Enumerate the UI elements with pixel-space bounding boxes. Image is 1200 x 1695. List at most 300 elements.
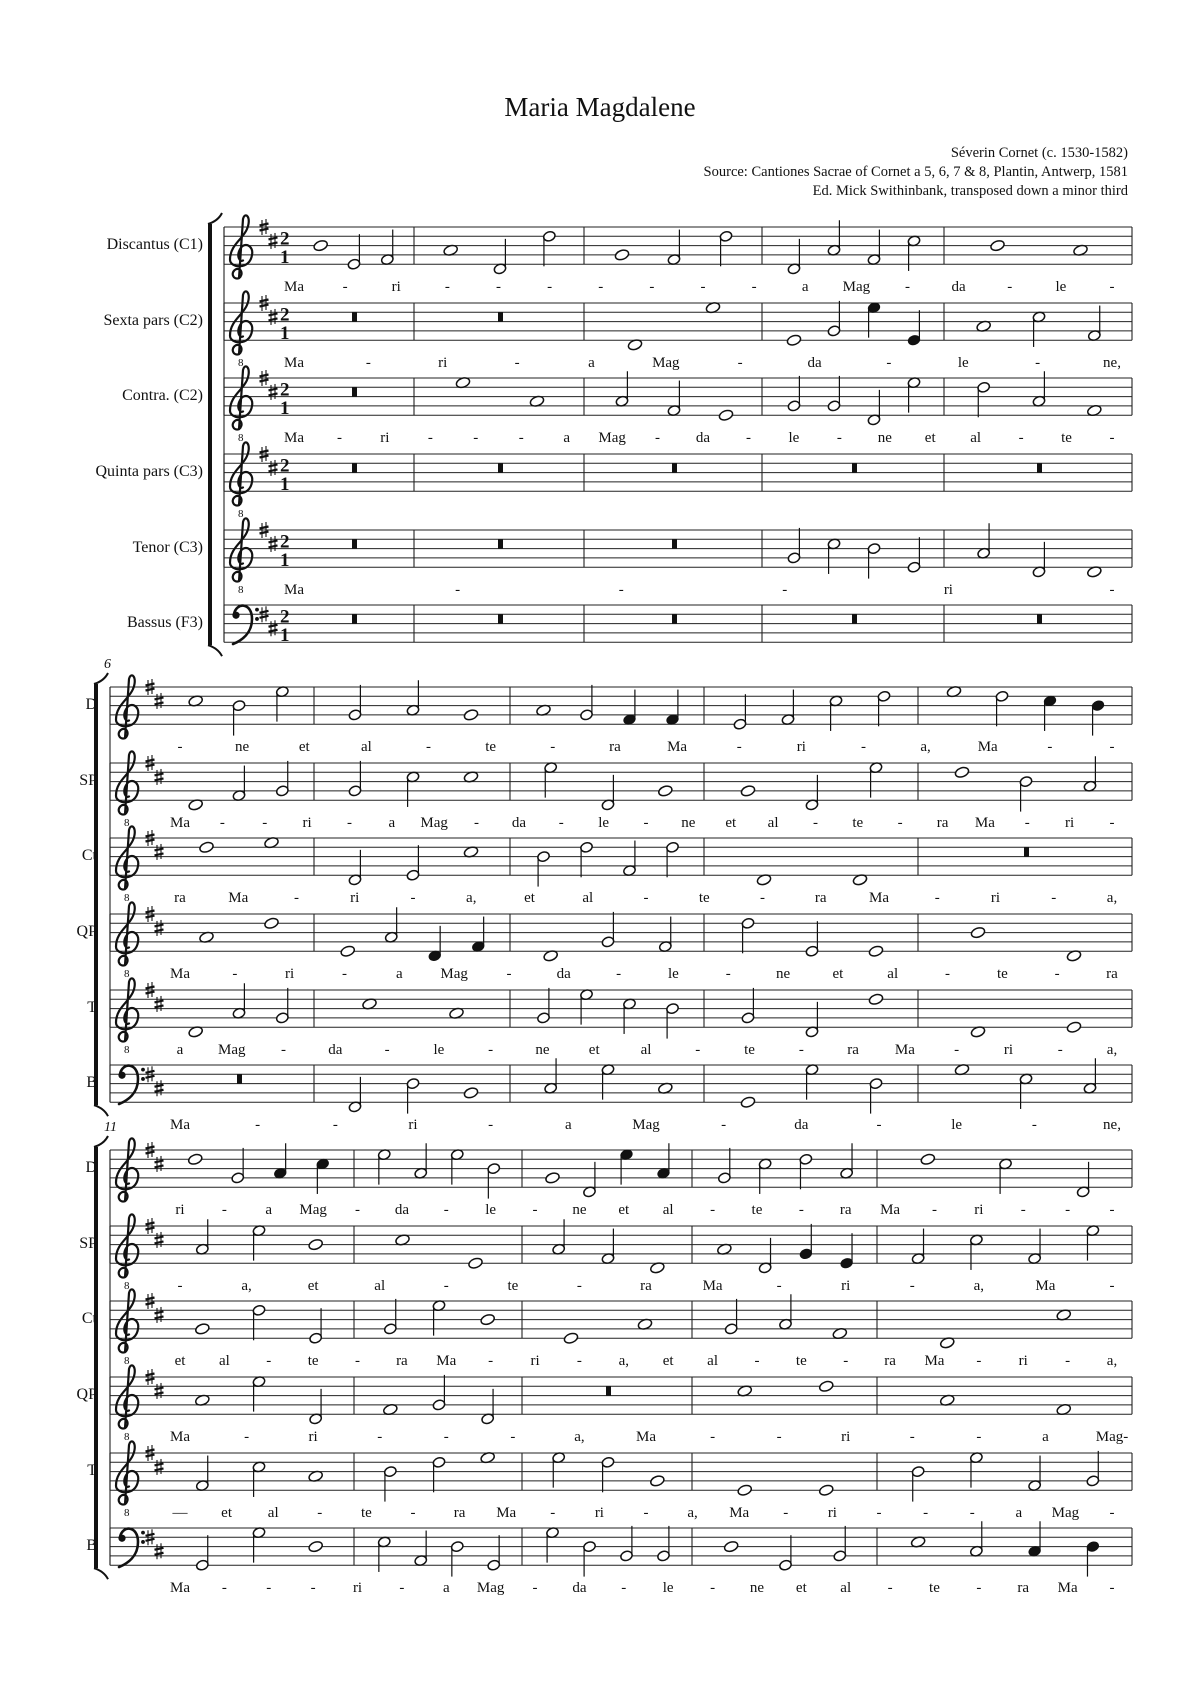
part-label: T — [87, 998, 97, 1016]
lyric-syllable: - — [410, 1505, 416, 1522]
lyric-syllable: a — [1015, 1505, 1023, 1522]
lyric-syllable: - — [262, 815, 268, 832]
lyric-syllable: - — [923, 1505, 929, 1522]
lyric-syllable: - — [510, 1429, 516, 1446]
lyric-syllable: et — [588, 1042, 600, 1059]
lyric-syllable: - — [725, 966, 731, 983]
lyric-syllable: - — [643, 815, 649, 832]
lyric-syllable: Ma — [170, 1117, 190, 1134]
lyric-syllable: - — [618, 582, 624, 599]
lyric-syllable: Ma — [924, 1353, 945, 1370]
lyric-syllable: - — [532, 1580, 538, 1597]
lyric-syllable: da — [807, 355, 822, 372]
svg-text:8: 8 — [238, 432, 244, 445]
lyric-syllable: et — [662, 1353, 674, 1370]
lyric-syllable: - — [812, 815, 818, 832]
lyric-syllable: da — [572, 1580, 587, 1597]
lyric-syllable: - — [976, 1353, 982, 1370]
lyric-syllable: te — [929, 1580, 940, 1597]
lyric-syllable: ra — [1017, 1580, 1030, 1597]
lyric-syllable: Ma — [880, 1202, 901, 1219]
svg-text:1: 1 — [280, 398, 290, 420]
lyric-syllable: et — [795, 1580, 807, 1597]
lyric-syllable: - — [244, 1429, 250, 1446]
lyric-syllable: Ma — [284, 430, 304, 447]
lyric-syllable: - — [897, 815, 903, 832]
svg-text:1: 1 — [280, 323, 290, 345]
lyric-syllable: - — [443, 1278, 449, 1295]
lyric-syllable: a — [588, 355, 595, 372]
part-label: QP — [76, 922, 97, 940]
part-label: B — [86, 1536, 97, 1554]
svg-text:1: 1 — [280, 247, 290, 269]
lyric-syllable: ri — [302, 815, 312, 832]
lyric-syllable: et — [524, 890, 535, 907]
part-label: D — [85, 695, 97, 713]
lyric-syllable: le — [662, 1580, 674, 1597]
lyric-syllable: Mag — [440, 966, 468, 983]
lyric-syllable: - — [221, 1202, 227, 1219]
part-label: SP — [79, 1234, 97, 1252]
svg-text:8: 8 — [238, 357, 244, 370]
part-label: SP — [79, 771, 97, 789]
lyric-syllable: - — [1109, 430, 1115, 447]
lyric-syllable: a — [801, 279, 809, 296]
lyric-syllable: ne — [235, 739, 250, 756]
lyric-syllable: ri — [352, 1580, 363, 1597]
lyric-syllable: - — [365, 355, 371, 372]
part-label: Tenor (C3) — [132, 538, 203, 556]
lyric-syllable: a, — [1106, 1353, 1118, 1370]
lyric-syllable: ri — [594, 1505, 604, 1522]
part-label: QP — [76, 1385, 97, 1403]
lyric-syllable: te — [744, 1042, 755, 1059]
lyric-syllable: - — [384, 1042, 390, 1059]
lyric-syllable: - — [643, 890, 649, 907]
lyric-syllable: ri — [350, 890, 360, 907]
lyric-syllable: - — [550, 739, 556, 756]
svg-text:2: 2 — [280, 228, 290, 250]
lyric-syllable: ne — [775, 966, 791, 983]
lyric-syllable: - — [317, 1505, 323, 1522]
part-label: D — [85, 1158, 97, 1176]
lyric-syllable: le — [485, 1202, 497, 1219]
lyric-syllable: Ma — [702, 1278, 723, 1295]
lyric-syllable: ne, — [1103, 355, 1121, 372]
lyric-syllable: ri — [841, 1278, 851, 1295]
lyric-syllable: te — [996, 966, 1008, 983]
staff-d — [110, 675, 1132, 755]
lyric-syllable: le — [598, 815, 610, 832]
svg-text:8: 8 — [124, 817, 130, 830]
staff-t — [110, 978, 1132, 1058]
lyric-syllable: ri — [827, 1505, 837, 1522]
lyric-syllable: - — [1018, 430, 1024, 447]
svg-text:8: 8 — [124, 968, 130, 981]
lyric-syllable: a, — [1106, 890, 1118, 907]
lyric-syllable: - — [1109, 1580, 1115, 1597]
lyric-syllable: da — [511, 815, 526, 832]
lyric-syllable: - — [621, 1580, 627, 1597]
lyric-syllable: a, — [1106, 1042, 1118, 1059]
lyric-syllable: ri — [380, 430, 390, 447]
lyric-syllable: ne — [877, 430, 892, 447]
lyric-syllable: al — [662, 1202, 674, 1219]
lyric-syllable: - — [1109, 1505, 1115, 1522]
svg-text:2: 2 — [280, 455, 290, 477]
lyric-syllable: Mag — [476, 1580, 505, 1597]
lyric-syllable: le — [957, 355, 969, 372]
lyric-syllable: - — [377, 1429, 383, 1446]
lyric-syllable: a — [564, 1117, 572, 1134]
lyric-syllable: a — [1042, 1429, 1049, 1446]
lyric-syllable: a — [395, 966, 403, 983]
lyric-syllable: al — [582, 890, 594, 907]
lyric-syllable: te — [751, 1202, 763, 1219]
svg-text:8: 8 — [124, 1431, 130, 1444]
lyric-syllable: Ma — [284, 582, 304, 599]
lyric-syllable: - — [643, 1505, 649, 1522]
lyric-syllable: - — [782, 582, 788, 599]
staff-t — [110, 1441, 1132, 1521]
lyric-syllable: - — [294, 890, 299, 907]
lyric-syllable: ri — [974, 1202, 984, 1219]
score-title: Maria Magdalene — [504, 92, 696, 122]
lyric-syllable: - — [843, 1353, 849, 1370]
lyric-syllable: - — [426, 739, 432, 756]
lyric-syllable: - — [496, 279, 501, 296]
lyric-syllable: te — [507, 1278, 519, 1295]
staff-qp — [110, 1365, 1132, 1445]
part-label: T — [87, 1461, 97, 1479]
part-label: Bassus (F3) — [126, 613, 203, 631]
lyric-syllable: - — [177, 1278, 183, 1295]
lyric-syllable: et — [725, 815, 737, 832]
staff-d — [110, 1138, 1132, 1218]
lyric-syllable: - — [444, 279, 450, 296]
lyric-syllable: - — [355, 1353, 361, 1370]
lyric-syllable: le — [951, 1117, 963, 1134]
lyric-syllable: - — [649, 279, 655, 296]
lyric-syllable: a, — [466, 890, 477, 907]
lyric-syllable: - — [976, 1580, 982, 1597]
lyric-syllable: - — [232, 966, 238, 983]
system-1 — [208, 213, 1132, 656]
lyric-syllable: - — [1024, 815, 1030, 832]
part-label: Quinta pars (C3) — [95, 462, 203, 480]
lyric-syllable: da — [328, 1042, 343, 1059]
lyric-syllable: Ma — [228, 890, 249, 907]
lyric-syllable: - — [266, 1353, 272, 1370]
lyric-syllable: - — [310, 1580, 316, 1597]
lyric-syllable: a, — [574, 1429, 585, 1446]
lyric-syllable: Mag — [842, 279, 871, 296]
lyric-syllable: - — [886, 355, 892, 372]
svg-text:8: 8 — [124, 1507, 130, 1520]
lyric-syllable: a — [388, 815, 396, 832]
lyric-syllable: - — [488, 1117, 494, 1134]
lyric-syllable: - — [1109, 279, 1115, 296]
lyric-syllable: - — [443, 1429, 449, 1446]
lyric-syllable: - — [473, 430, 479, 447]
lyric-syllable: — — [172, 1505, 188, 1522]
lyric-syllable: a — [442, 1580, 450, 1597]
lyric-syllable: - — [177, 739, 183, 756]
lyric-syllable: - — [399, 1580, 405, 1597]
lyric-syllable: ri — [391, 279, 401, 296]
lyric-syllable: - — [443, 1202, 449, 1219]
svg-text:8: 8 — [124, 1044, 130, 1057]
lyric-syllable: - — [221, 1580, 227, 1597]
lyric-syllable: te — [1061, 430, 1072, 447]
lyric-syllable: al — [267, 1505, 279, 1522]
lyric-syllable: - — [710, 1202, 716, 1219]
lyric-syllable: - — [976, 1429, 982, 1446]
lyric-syllable: ra — [640, 1278, 652, 1295]
lyric-syllable: Ma — [729, 1505, 750, 1522]
lyric-syllable: - — [355, 1202, 361, 1219]
lyric-syllable: ri — [530, 1353, 540, 1370]
lyric-syllable: Ma — [170, 1580, 190, 1597]
lyric-syllable: - — [488, 1353, 494, 1370]
lyric-syllable: Ma — [284, 355, 304, 372]
lyric-syllable: - — [695, 1042, 701, 1059]
lyric-syllable: Mag — [1051, 1505, 1080, 1522]
lyric-syllable: ne, — [1103, 1117, 1121, 1134]
svg-text:8: 8 — [124, 892, 130, 905]
lyric-syllable: et — [298, 739, 310, 756]
lyric-syllable: ri — [1003, 1042, 1014, 1059]
lyric-syllable: et — [174, 1353, 186, 1370]
lyric-syllable: - — [427, 430, 433, 447]
lyric-syllable: - — [860, 739, 866, 756]
lyric-syllable: al — [767, 815, 779, 832]
lyric-syllable: - — [266, 1580, 272, 1597]
lyric-syllable: Mag- — [1095, 1429, 1129, 1446]
lyric-syllable: - — [342, 279, 348, 296]
lyric-syllable: ne — [535, 1042, 550, 1059]
lyric-syllable: - — [798, 1202, 804, 1219]
lyric-syllable: a — [265, 1202, 273, 1219]
measure-number: 6 — [104, 657, 111, 672]
lyric-syllable: - — [721, 1117, 727, 1134]
lyric-syllable: ri — [796, 739, 806, 756]
lyric-syllable: - — [455, 582, 461, 599]
lyric-syllable: - — [336, 430, 342, 447]
lyric-syllable: ne — [681, 815, 696, 832]
lyric-syllable: ri — [408, 1117, 418, 1134]
svg-text:1: 1 — [280, 474, 290, 496]
lyric-syllable: ri — [841, 1429, 851, 1446]
staff-sp — [224, 291, 1132, 371]
lyric-syllable: al — [640, 1042, 652, 1059]
part-label: Contra. (C2) — [122, 386, 203, 404]
measure-number: 11 — [104, 1120, 117, 1135]
part-label: Sexta pars (C2) — [103, 311, 203, 329]
lyric-syllable: al — [887, 966, 899, 983]
staff-t — [224, 518, 1132, 598]
lyric-syllable: - — [598, 279, 604, 296]
lyric-syllable: - — [255, 1117, 261, 1134]
system-2 — [94, 673, 1132, 1133]
lyric-syllable: Ma — [284, 279, 304, 296]
lyric-syllable: - — [783, 1505, 789, 1522]
svg-text:8: 8 — [124, 1280, 130, 1293]
lyric-syllable: ne — [749, 1580, 765, 1597]
lyric-syllable: et — [832, 966, 844, 983]
lyric-syllable: - — [1109, 1202, 1115, 1219]
lyric-syllable: - — [1109, 739, 1115, 756]
lyric-syllable: - — [332, 1117, 338, 1134]
part-label: Discantus (C1) — [106, 235, 203, 253]
lyric-syllable: - — [1035, 355, 1041, 372]
lyric-syllable: ra — [839, 1202, 852, 1219]
svg-text:8: 8 — [124, 1355, 130, 1368]
lyric-syllable: al — [707, 1353, 718, 1370]
lyric-syllable: - — [1109, 1278, 1115, 1295]
lyric-syllable: Mag — [299, 1202, 327, 1219]
lyric-syllable: Ma — [1057, 1580, 1078, 1597]
staff-ct — [224, 366, 1132, 446]
lyric-syllable: ra — [884, 1353, 896, 1370]
lyric-syllable: Ma — [974, 815, 995, 832]
part-label: Ct — [81, 1309, 97, 1327]
svg-text:8: 8 — [238, 584, 244, 597]
lyric-syllable: ra — [847, 1042, 859, 1059]
lyric-syllable: - — [876, 1117, 882, 1134]
lyric-syllable: ri — [943, 582, 953, 599]
lyric-syllable: - — [745, 430, 751, 447]
lyric-syllable: Mag — [652, 355, 680, 372]
lyric-syllable: le — [1055, 279, 1067, 296]
lyric-syllable: ri — [285, 966, 295, 983]
lyric-syllable: ri — [175, 1202, 185, 1219]
svg-text:2: 2 — [280, 531, 290, 553]
svg-text:1: 1 — [280, 550, 290, 572]
svg-text:2: 2 — [280, 606, 290, 628]
lyric-syllable: - — [655, 430, 661, 447]
lyric-syllable: - — [737, 355, 743, 372]
lyric-syllable: Ma — [170, 815, 190, 832]
lyric-syllable: - — [751, 279, 757, 296]
lyric-syllable: - — [969, 1505, 975, 1522]
lyric-syllable: Ma — [636, 1429, 656, 1446]
lyric-syllable: - — [547, 279, 553, 296]
lyric-syllable: - — [1047, 739, 1053, 756]
lyric-syllable: ri — [1018, 1353, 1028, 1370]
lyric-syllable: - — [550, 1505, 556, 1522]
svg-text:8: 8 — [238, 508, 244, 521]
lyric-syllable: - — [1065, 1202, 1071, 1219]
lyric-syllable: - — [1065, 1353, 1071, 1370]
staff-b — [110, 1058, 1132, 1133]
lyric-syllable: te — [307, 1353, 319, 1370]
lyric-syllable: Ma — [977, 739, 998, 756]
lyric-syllable: te — [360, 1505, 372, 1522]
staff-sp — [110, 1214, 1132, 1294]
lyric-syllable: da — [394, 1202, 409, 1219]
staff-b — [110, 1521, 1132, 1596]
lyric-syllable: - — [576, 1353, 582, 1370]
lyric-syllable: ri — [308, 1429, 318, 1446]
lyric-syllable: - — [616, 966, 622, 983]
lyric-syllable: - — [1020, 1202, 1026, 1219]
lyric-syllable: - — [945, 966, 951, 983]
lyric-syllable: et — [618, 1202, 630, 1219]
lyric-syllable: - — [506, 966, 512, 983]
staff-ct — [110, 1289, 1132, 1369]
lyric-syllable: - — [836, 430, 842, 447]
lyric-syllable: et — [221, 1505, 233, 1522]
source-credit: Source: Cantiones Sacrae of Cornet a 5, 6, 7 & 8, Plantin, Antwerp, 1581 — [703, 164, 1128, 180]
lyric-syllable: a, — [973, 1278, 985, 1295]
lyric-syllable: a, — [618, 1353, 630, 1370]
staff-b — [224, 605, 1132, 646]
lyric-syllable: Ma — [496, 1505, 517, 1522]
lyric-syllable: al — [840, 1580, 852, 1597]
lyric-syllable: ra — [453, 1505, 466, 1522]
lyric-syllable: - — [700, 279, 706, 296]
lyric-syllable: te — [852, 815, 864, 832]
lyric-syllable: - — [909, 1429, 915, 1446]
lyric-syllable: - — [754, 1353, 760, 1370]
lyric-syllable: a, — [687, 1505, 698, 1522]
lyric-syllable: - — [931, 1202, 937, 1219]
lyric-syllable: - — [1054, 966, 1060, 983]
lyric-syllable: - — [760, 890, 765, 907]
lyric-syllable: - — [532, 1202, 538, 1219]
lyric-syllable: a — [563, 430, 571, 447]
lyric-syllable: ra — [174, 890, 186, 907]
lyric-syllable: al — [374, 1278, 386, 1295]
lyric-syllable: al — [218, 1353, 230, 1370]
lyric-syllable: da — [951, 279, 966, 296]
lyric-syllable: da — [794, 1117, 809, 1134]
lyric-syllable: - — [710, 1429, 716, 1446]
lyric-syllable: Mag — [598, 430, 626, 447]
lyric-syllable: Ma — [667, 739, 688, 756]
lyric-syllable: - — [346, 815, 352, 832]
lyric-syllable: - — [710, 1580, 716, 1597]
lyric-syllable: - — [736, 739, 742, 756]
staff-qp — [224, 442, 1132, 520]
lyric-syllable: - — [488, 1042, 494, 1059]
lyric-syllable: ra — [396, 1353, 408, 1370]
staff-qp — [110, 902, 1132, 982]
lyric-syllable: - — [518, 430, 524, 447]
lyric-syllable: Ma — [170, 966, 190, 983]
lyric-syllable: et — [307, 1278, 319, 1295]
staff-ct — [110, 826, 1132, 906]
system-3 — [94, 1136, 1132, 1596]
lyric-syllable: Ma — [894, 1042, 915, 1059]
composer-credit: Séverin Cornet (c. 1530-1582) — [950, 145, 1128, 161]
svg-text:1: 1 — [280, 625, 290, 647]
lyric-syllable: - — [281, 1042, 287, 1059]
svg-text:2: 2 — [280, 379, 290, 401]
lyric-syllable: - — [576, 1278, 582, 1295]
lyric-syllable: Mag — [420, 815, 448, 832]
lyric-syllable: ri — [990, 890, 1001, 907]
lyric-syllable: Ma — [170, 1429, 190, 1446]
lyric-syllable: te — [698, 890, 710, 907]
lyric-syllable: da — [556, 966, 571, 983]
lyric-syllable: - — [219, 815, 225, 832]
lyric-syllable: - — [558, 815, 564, 832]
part-label: Ct — [81, 846, 97, 864]
lyric-syllable: da — [695, 430, 711, 447]
lyric-syllable: - — [887, 1580, 893, 1597]
